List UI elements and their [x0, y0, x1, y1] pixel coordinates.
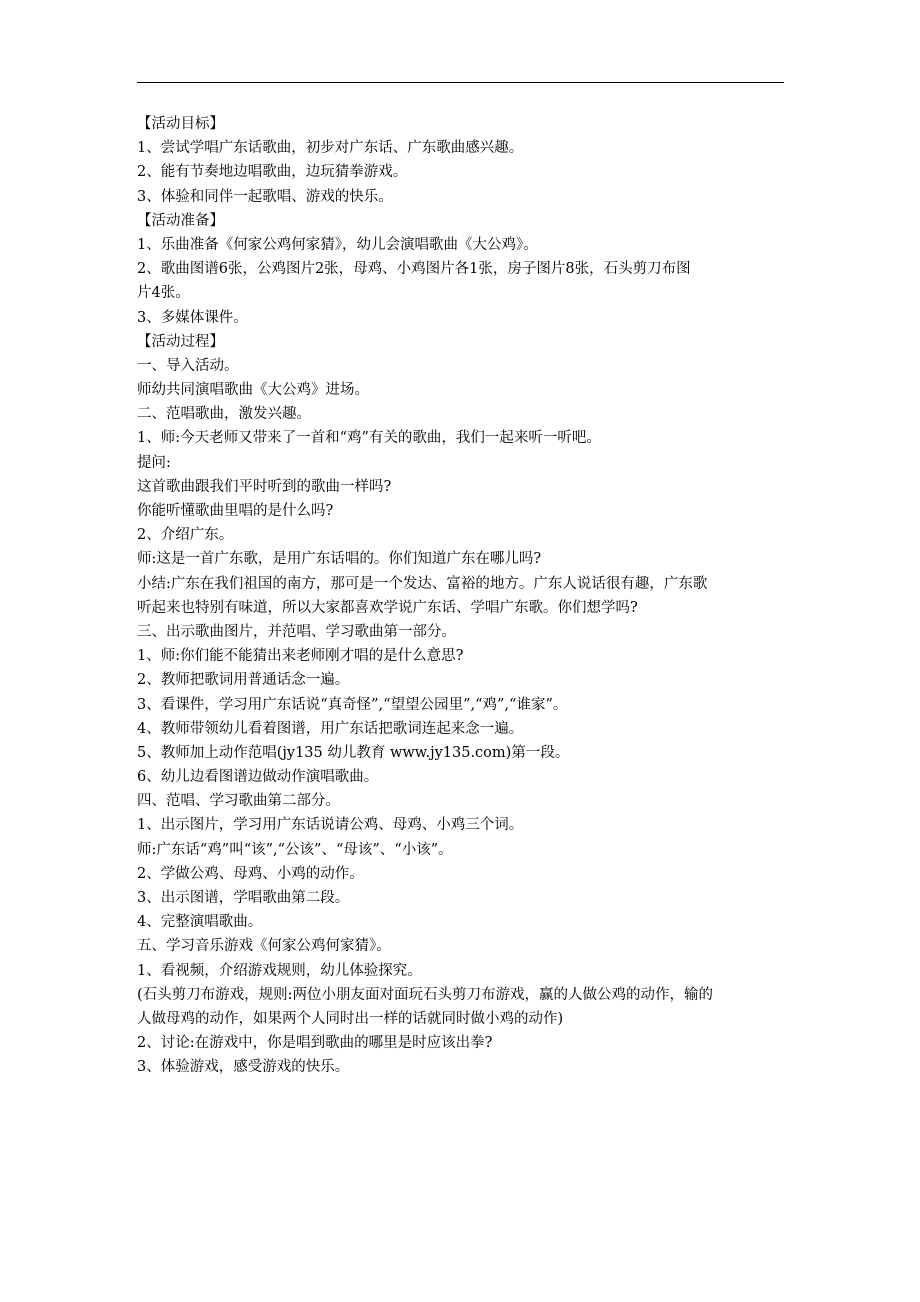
text-line: 4、教师带领幼儿看着图谱，用广东话把歌词连起来念一遍。	[137, 720, 524, 737]
text-line: 5、教师加上动作范唱(jy135 幼儿教育 www.jy135.com)第一段。	[137, 744, 570, 761]
text-line: 师幼共同演唱歌曲《大公鸡》进场。	[137, 382, 369, 399]
text-line: 四、范唱、学习歌曲第二部分。	[137, 793, 340, 810]
text-line: 人做母鸡的动作，如果两个人同时出一样的话就同时做小鸡的动作)	[137, 1010, 564, 1027]
text-line: 三、出示歌曲图片，并范唱、学习歌曲第一部分。	[137, 623, 456, 640]
text-line: 3、出示图谱，学唱歌曲第二段。	[137, 890, 350, 906]
text-line: 提问:	[137, 454, 171, 471]
text-line: 听起来也特别有味道，所以大家都喜欢学说广东话、学唱广东歌。你们想学吗?	[137, 599, 638, 616]
text-line: 师:这是一首广东歌，是用广东话唱的。你们知道广东在哪儿吗?	[137, 551, 542, 568]
text-line: 师:广东话“鸡”叫“该”,“公该”、“母该”、“小该”。	[137, 841, 453, 858]
text-line: 这首歌曲跟我们平时听到的歌曲一样吗?	[137, 478, 392, 495]
text-line: 2、歌曲图谱6张，公鸡图片2张，母鸡、小鸡图片各1张，房子图片8张，石头剪刀布图	[137, 261, 691, 278]
section-heading-process: 【活动过程】	[137, 333, 224, 350]
text-line: 1、看视频，介绍游戏规则，幼儿体验探究。	[137, 962, 422, 979]
text-line: 2、介绍广东。	[137, 527, 234, 544]
text-line: 一、导入活动。	[137, 357, 239, 374]
text-line: 2、讨论:在游戏中，你是唱到歌曲的哪里是时应该出拳?	[137, 1035, 493, 1052]
text-line: 2、能有节奏地边唱歌曲，边玩猜拳游戏。	[137, 164, 408, 181]
text-line: 3、多媒体课件。	[137, 309, 248, 326]
text-line: 1、师:今天老师又带来了一首和“鸡”有关的歌曲，我们一起来听一听吧。	[137, 430, 601, 447]
text-line: 1、出示图片，学习用广东话说请公鸡、母鸡、小鸡三个词。	[137, 817, 524, 834]
text-line: 4、完整演唱歌曲。	[137, 914, 263, 931]
text-line: 2、教师把歌词用普通话念一遍。	[137, 672, 350, 689]
document-body	[137, 112, 787, 1080]
text-line: 1、尝试学唱广东话歌曲，初步对广东话、广东歌曲感兴趣。	[137, 140, 524, 157]
text-line: (石头剪刀布游戏，规则:两位小朋友面对面玩石头剪刀布游戏，赢的人做公鸡的动作，输的	[137, 986, 714, 1003]
section-heading-goals: 【活动目标】	[137, 116, 224, 132]
text-line: 你能听懂歌曲里唱的是什么吗?	[137, 503, 334, 519]
text-line: 片4张。	[137, 285, 190, 302]
text-line: 二、范唱歌曲，激发兴趣。	[137, 406, 311, 423]
section-heading-preparation: 【活动准备】	[137, 212, 224, 229]
header-rule	[137, 82, 784, 83]
text-line: 3、看课件，学习用广东话说“真奇怪”,“望望公园里”,“鸡”,“谁家”。	[137, 696, 568, 713]
text-line: 1、师:你们能不能猜出来老师刚才唱的是什么意思?	[137, 648, 464, 665]
text-line: 6、幼儿边看图谱边做动作演唱歌曲。	[137, 769, 379, 786]
text-line: 2、学做公鸡、母鸡、小鸡的动作。	[137, 865, 364, 882]
text-line: 3、体验游戏，感受游戏的快乐。	[137, 1059, 350, 1076]
text-line: 3、体验和同伴一起歌唱、游戏的快乐。	[137, 188, 393, 205]
text-line: 1、乐曲准备《何家公鸡何家猜》，幼儿会演唱歌曲《大公鸡》。	[137, 236, 538, 253]
text-line: 小结:广东在我们祖国的南方，那可是一个发达、富裕的地方。广东人说话很有趣，广东歌	[137, 575, 708, 592]
text-line: 五、学习音乐游戏《何家公鸡何家猜》。	[137, 938, 391, 955]
